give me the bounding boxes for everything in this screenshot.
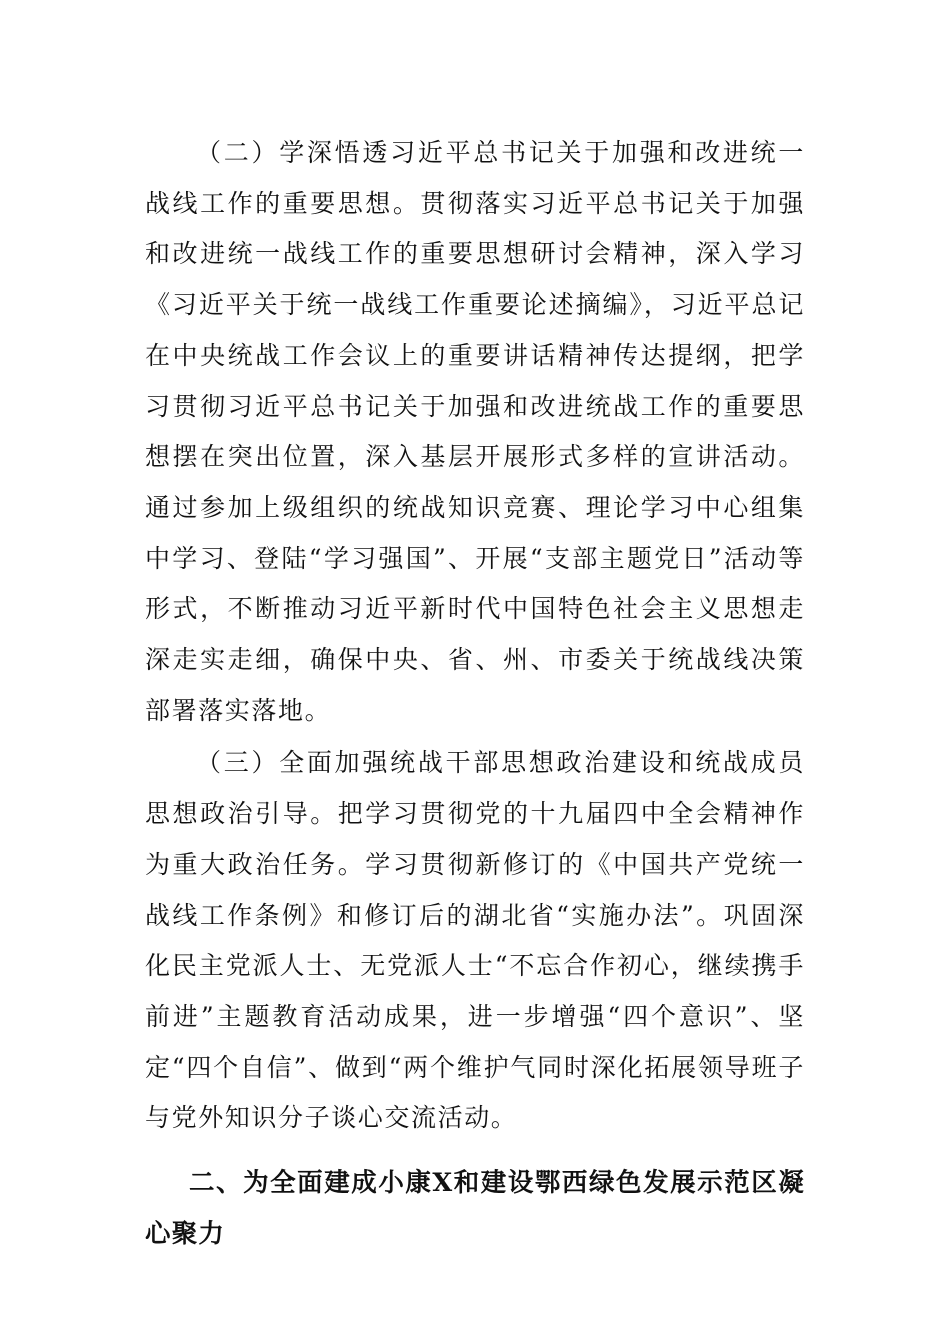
section-heading: 二、为全面建成小康X和建设鄂西绿色发展示范区凝心聚力	[145, 1168, 805, 1250]
document-body	[145, 128, 805, 1260]
paragraph-section-2: （二）学深悟透习近平总书记关于加强和改进统一战线工作的重要思想。贯彻落实习近平总书记关于加强和改进统一战线工作的重要思想研讨会精神，深入学习《习近平关于统一战线工作重要论述摘编》，习近平总记在中央统战工作会议上的重要讲话精神传达提纲，把学习贯彻习近平总书记关于加强和改进统战工作的重要思想摆在突出位置，深入基层开展形式多样的宣讲活动。通过参加上级组织的统战知识竞赛、理论学习中心组集中学习、登陆“学习强国”、开展“支部主题党日”活动等形式，不断推动习近平新时代中国特色社会主义思想走深走实走细，确保中央、省、州、市委关于统战线决策部署落实落地。	[145, 138, 805, 725]
paragraph-section-3: （三）全面加强统战干部思想政治建设和统战成员思想政治引导。把学习贯彻党的十九届四中全会精神作为重大政治任务。学习贯彻新修订的《中国共产党统一战线工作条例》和修订后的湖北省“实施办法”。巩固深化民主党派人士、无党派人士“不忘合作初心，继续携手前进”主题教育活动成果，进一步增强“四个意识”、坚定“四个自信”、做到“两个维护气同时深化拓展领导班子与党外知识分子谈心交流活动。	[145, 748, 805, 1133]
